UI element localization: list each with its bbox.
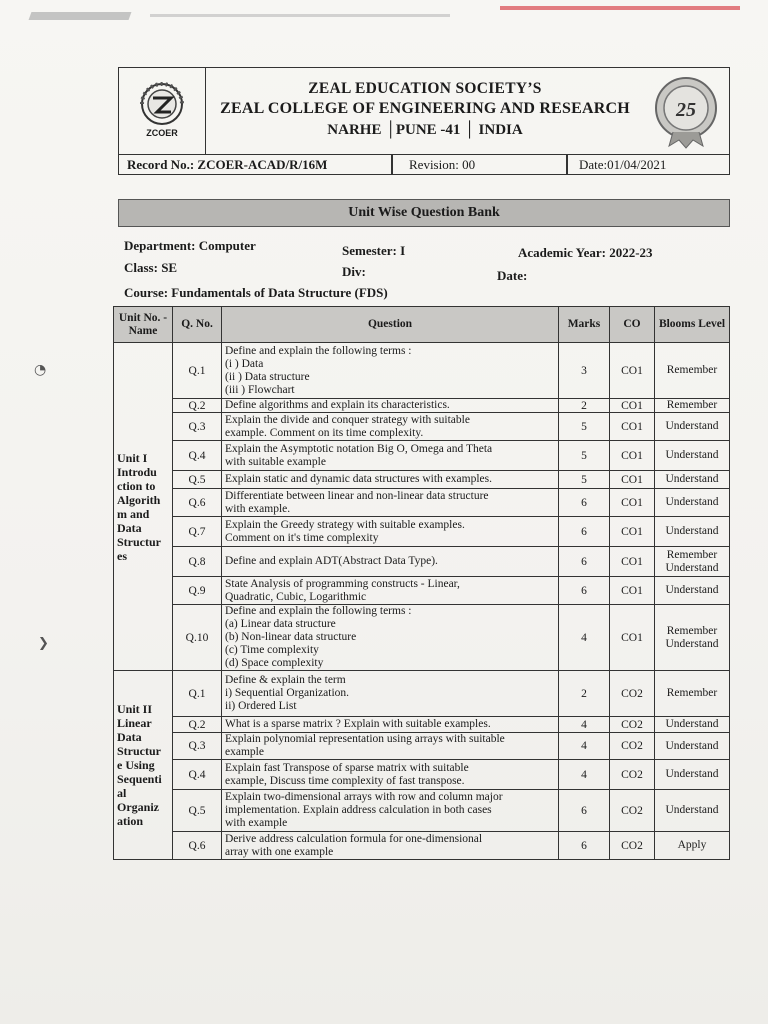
marks-cell: 2 [559,399,610,413]
blooms-cell [655,441,730,471]
question-line: Explain two-dimensional arrays with row and column major [225,791,503,803]
question-line: example. Comment on its time complexity. [225,426,424,439]
blooms-cell [655,790,730,832]
blooms-cell [655,605,730,671]
blooms-cell [655,489,730,517]
question-number: Q.2 [173,399,222,413]
question-line: i) Sequential Organization. [225,687,350,699]
question-line: State Analysis of programming constructs - Linear, [225,577,460,590]
marks-cell: 3 [559,343,610,399]
blooms-cell [655,399,730,413]
question-table [113,306,730,860]
question-text [222,790,559,832]
blooms-level: Understand [665,804,719,816]
question-text [222,832,559,860]
question-number: Q.4 [173,760,222,790]
scan-artifact-top [0,0,768,30]
header-blooms: Blooms Level [655,307,730,343]
question-line: Differentiate between linear and non-linear data structure [225,489,489,502]
question-text [222,733,559,760]
academic-year: Academic Year: 2022-23 [518,245,653,260]
co-cell: CO1 [610,577,655,605]
unit-name-line: es [117,548,127,563]
unit-name-cell [114,343,173,671]
table-row [114,441,730,471]
question-text [222,399,559,413]
question-line: example [225,746,264,758]
blooms-level: Understand [665,718,719,730]
question-number: Q.7 [173,517,222,547]
unit-name-line: Data [117,520,142,535]
blooms-cell [655,671,730,717]
question-text [222,489,559,517]
blooms-cell [655,832,730,860]
unit-name-line: al [117,786,127,800]
question-text [222,760,559,790]
question-line: with suitable example [225,455,326,468]
record-date: Date:01/04/2021 [579,157,667,172]
question-line: Comment on it's time complexity [225,531,379,544]
blooms-level: Understand [665,561,719,574]
question-number: Q.6 [173,832,222,860]
table-row [114,471,730,489]
table-row [114,733,730,760]
table-row [114,790,730,832]
marks-cell: 5 [559,471,610,489]
table-row [114,547,730,577]
question-line: with example [225,817,288,829]
marks-cell: 6 [559,577,610,605]
table-body [114,343,730,860]
question-line: (iii ) Flowchart [225,383,295,396]
question-text [222,471,559,489]
question-line: implementation. Explain address calculation in both cases [225,804,492,816]
blooms-level: Understand [665,449,719,461]
question-text [222,547,559,577]
unit-name-line: Structur [117,744,161,758]
unit-name-line: Algorith [117,492,161,507]
question-text [222,343,559,399]
unit-name-line: ction to [117,478,156,493]
blooms-level: Understand [665,768,719,780]
division: Div: [342,264,366,279]
blooms-level: Remember [666,624,718,637]
question-line: with example. [225,502,291,515]
question-line: Explain the divide and conquer strategy with suitable [225,413,470,426]
blooms-level: Remember [666,399,718,411]
co-cell: CO2 [610,733,655,760]
unit-name-cell [114,671,173,860]
marks-cell: 6 [559,547,610,577]
question-text [222,671,559,717]
co-cell: CO1 [610,605,655,671]
co-cell: CO1 [610,471,655,489]
marks-cell: 4 [559,760,610,790]
meta-date: Date: [497,268,528,283]
blooms-level: Understand [665,739,719,752]
college-location: NARHE │PUNE -41 │ INDIA [327,122,523,138]
unit-name-line: Data [117,730,142,744]
table-row [114,489,730,517]
course: Course: Fundamentals of Data Structure (FDS) [124,285,388,300]
blooms-level: Remember [666,687,718,699]
blooms-level: Understand [665,584,719,596]
blooms-level: Understand [665,473,719,485]
question-text [222,413,559,441]
blooms-cell [655,343,730,399]
question-line: array with one example [225,845,334,858]
question-line: Define and explain the following terms : [225,605,412,617]
question-line: Explain static and dynamic data structures with examples. [225,473,492,485]
question-line: Define algorithms and explain its characteristics. [225,399,450,411]
society-name: ZEAL EDUCATION SOCIETY’S [308,80,542,97]
marks-cell: 6 [559,790,610,832]
question-line: Explain the Greedy strategy with suitable examples. [225,518,465,531]
question-number: Q.1 [173,343,222,399]
marks-cell: 4 [559,717,610,733]
co-cell: CO1 [610,517,655,547]
table-row [114,671,730,717]
record-row [119,154,729,175]
anniversary-badge-icon [643,68,729,154]
college-logo [119,68,206,154]
marks-cell: 5 [559,441,610,471]
table-row [114,399,730,413]
marks-cell: 6 [559,489,610,517]
revision: Revision: 00 [409,157,476,172]
blooms-level: Understand [665,525,719,537]
record-number: Record No.: ZCOER-ACAD/R/16M [127,157,328,172]
question-number: Q.2 [173,717,222,733]
anniversary-badge [643,68,729,154]
co-cell: CO1 [610,343,655,399]
question-bank-title: Unit Wise Question Bank [118,199,730,227]
co-cell: CO1 [610,547,655,577]
semester: Semester: I [342,243,406,258]
question-line: (d) Space complexity [225,657,324,669]
marks-cell: 4 [559,733,610,760]
question-line: Derive address calculation formula for one-dimensional [225,832,483,845]
question-number: Q.3 [173,733,222,760]
question-text [222,577,559,605]
question-number: Q.3 [173,413,222,441]
co-cell: CO2 [610,790,655,832]
margin-mark-icon: ❯ [38,636,49,651]
unit-name-line: Structur [117,534,161,549]
question-line: Explain the Asymptotic notation Big O, Omega and Theta [225,442,493,455]
blooms-cell [655,760,730,790]
question-line: Define and explain ADT(Abstract Data Type). [225,555,438,567]
question-text [222,517,559,547]
blooms-cell [655,471,730,489]
unit-name-line: Introdu [117,464,157,479]
header-marks: Marks [559,307,610,343]
blooms-cell [655,413,730,441]
blooms-level: Understand [665,420,719,432]
table-row [114,577,730,605]
question-number: Q.8 [173,547,222,577]
question-line: Define & explain the term [225,674,346,686]
co-cell: CO1 [610,489,655,517]
co-cell: CO1 [610,413,655,441]
header-question: Question [222,307,559,343]
blooms-cell [655,733,730,760]
table-row [114,605,730,671]
department: Department: Computer [124,238,256,253]
table-row [114,717,730,733]
question-line: (i ) Data [225,357,264,370]
header-unit: Unit No. - Name [114,307,173,343]
unit-name-line: Linear [117,716,152,730]
marks-cell: 4 [559,605,610,671]
question-number: Q.5 [173,471,222,489]
table-row [114,760,730,790]
question-line: (b) Non-linear data structure [225,631,357,643]
unit-name-line: e Using [117,758,155,772]
question-line: (ii ) Data structure [225,370,310,383]
blooms-level: Remember [666,364,718,376]
table-row [114,517,730,547]
question-text [222,605,559,671]
co-cell: CO1 [610,399,655,413]
question-line: Quadratic, Cubic, Logarithmic [225,590,367,603]
marks-cell: 5 [559,413,610,441]
blooms-level: Remember [666,548,718,561]
marks-cell: 2 [559,671,610,717]
co-cell: CO2 [610,717,655,733]
blooms-cell [655,717,730,733]
question-number: Q.5 [173,790,222,832]
unit-name-line: m and [117,506,150,521]
college-titles [205,68,645,154]
question-text [222,441,559,471]
question-line: (c) Time complexity [225,644,319,656]
co-cell: CO2 [610,760,655,790]
co-cell: CO1 [610,441,655,471]
unit-name-line: Unit II [117,702,153,716]
table-header-row [114,307,730,343]
unit-name-line: Unit I [117,450,148,465]
unit-name-line: Organiz [117,800,159,814]
header-co: CO [610,307,655,343]
question-number: Q.4 [173,441,222,471]
blooms-level: Understand [665,496,719,508]
co-cell: CO2 [610,832,655,860]
blooms-level: Understand [665,637,719,650]
unit-name-line: Sequenti [117,772,162,786]
question-number: Q.9 [173,577,222,605]
question-line: (a) Linear data structure [225,618,336,630]
table-row [114,343,730,399]
blooms-level: Apply [677,839,707,851]
blooms-cell [655,517,730,547]
college-name: ZEAL COLLEGE OF ENGINEERING AND RESEARCH [220,100,630,117]
logo-label: ZCOER [146,128,178,138]
question-number: Q.6 [173,489,222,517]
document-header [118,67,730,175]
badge-number: 25 [676,99,696,121]
co-cell: CO2 [610,671,655,717]
question-text [222,717,559,733]
marks-cell: 6 [559,832,610,860]
question-line: ii) Ordered List [225,700,297,712]
unit-name-line: ation [117,814,144,828]
blooms-cell [655,577,730,605]
table-row [114,413,730,441]
margin-mark-icon: ◔ [34,362,47,378]
college-logo-icon [119,68,205,154]
question-line: What is a sparse matrix ? Explain with suitable examples. [225,718,491,730]
question-line: Define and explain the following terms : [225,344,412,357]
marks-cell: 6 [559,517,610,547]
class: Class: SE [124,260,178,275]
question-number: Q.10 [173,605,222,671]
question-number: Q.1 [173,671,222,717]
question-line: Explain fast Transpose of sparse matrix with suitable [225,761,469,774]
header-qno: Q. No. [173,307,222,343]
blooms-cell [655,547,730,577]
table-row [114,832,730,860]
question-line: Explain polynomial representation using arrays with suitable [225,733,505,745]
question-line: example, Discuss time complexity of fast transpose. [225,774,465,787]
